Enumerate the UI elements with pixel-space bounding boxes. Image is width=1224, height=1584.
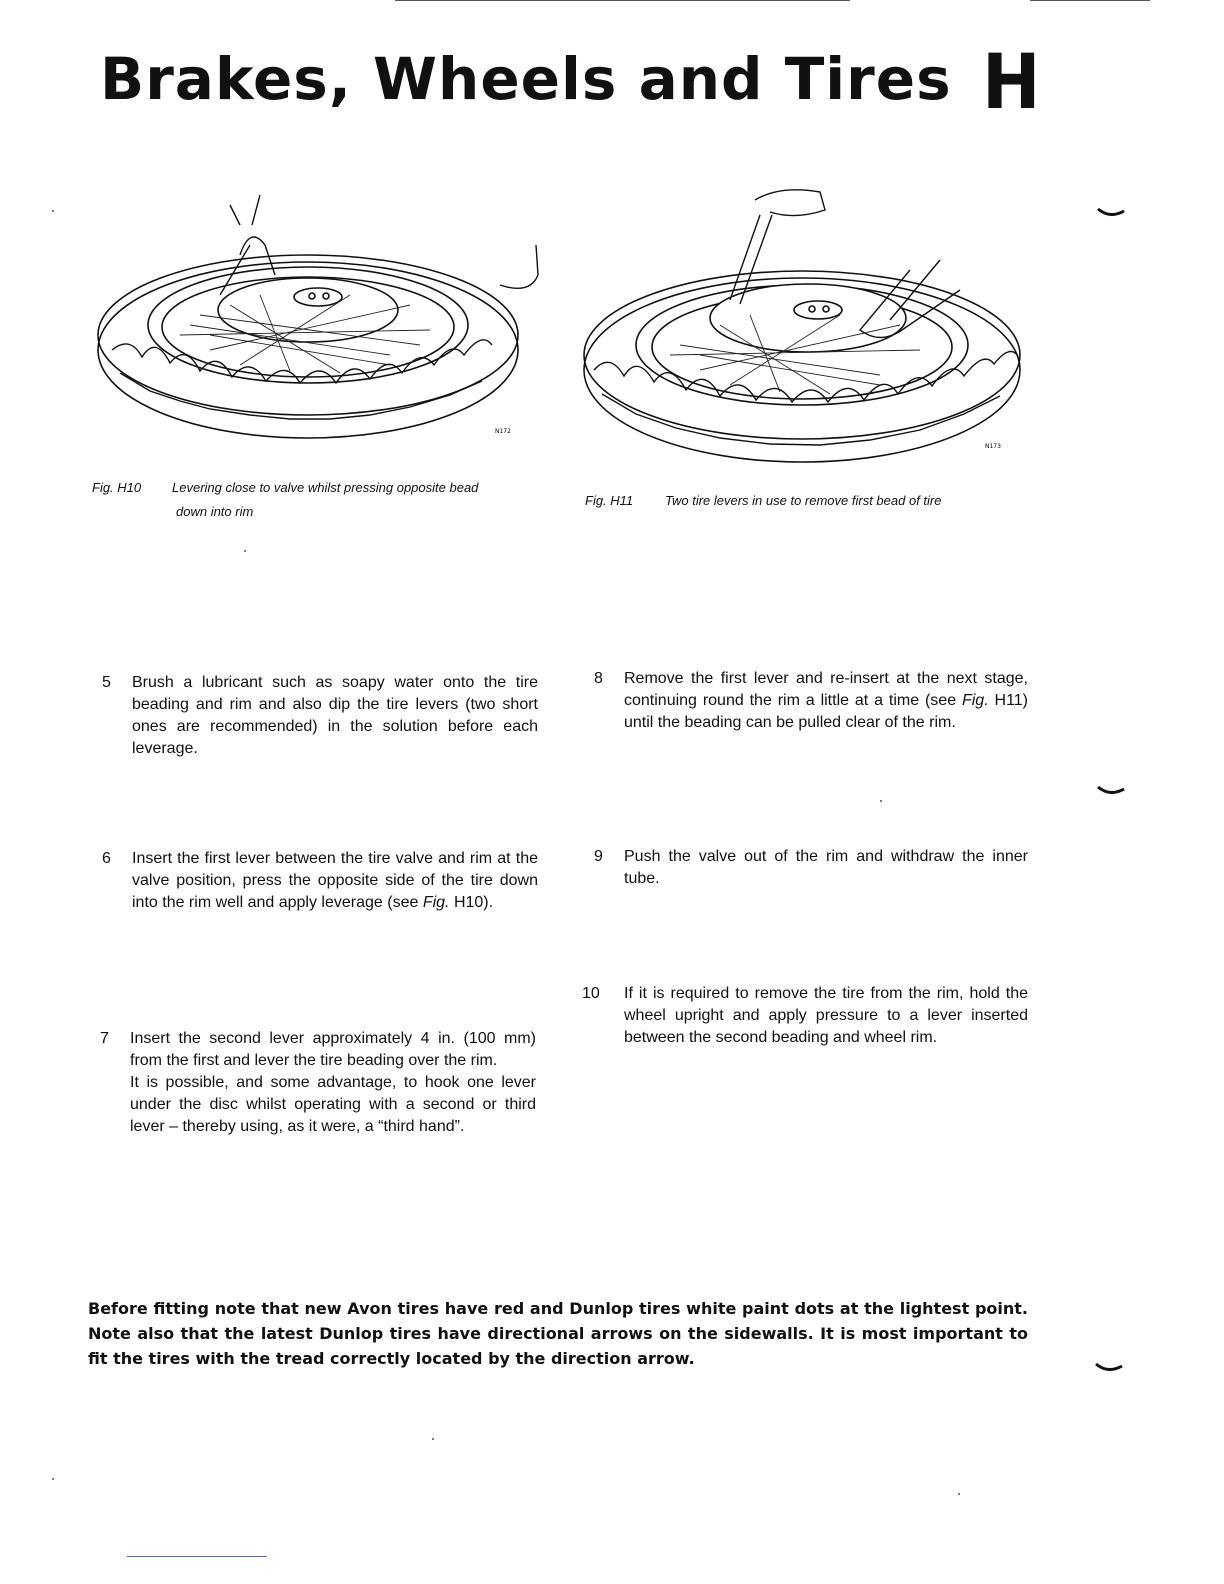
caption-text: Two tire levers in use to remove first bead of tire [665, 493, 942, 508]
section-letter: H [982, 37, 1041, 126]
caption-text: Levering close to valve whilst pressing opposite bead [172, 480, 479, 495]
step-number: 5 [102, 674, 111, 691]
step-text: If it is required to remove the tire from the rim, hold the wheel upright and apply pressure to a lever inserted between the second beading and wheel rim. [624, 985, 1028, 1046]
step-number: 9 [594, 848, 603, 865]
figure-ref-code: N173 [985, 443, 1001, 450]
step-number: 7 [100, 1030, 109, 1047]
figure-reference: Fig. [961, 692, 989, 709]
scan-speck [244, 550, 246, 552]
binder-hole-mark [1094, 1360, 1124, 1374]
important-note: Before fitting note that new Avon tires have red and Dunlop tires white paint dots at the lightest point. Note also that the latest Dunlop tires have directional arrows on the sidewalls. It is most important to fit the tires with the tread correctly located by the direction arrow. [88, 1299, 1028, 1368]
step-text: Push the valve out of the rim and withdraw the inner tube. [624, 848, 1028, 887]
step-text: Brush a lubricant such as soapy water onto the tire beading and rim and also dip the tire levers (two short ones are recommended) in the solution before each leverage. [132, 674, 538, 757]
scan-speck [52, 1478, 54, 1480]
tire-wheel-illustration-h10 [90, 185, 550, 455]
scan-speck [880, 800, 882, 802]
step-number: 6 [102, 850, 111, 867]
top-scan-rule [395, 0, 850, 1]
step-text: Remove the first lever and re-insert at the next stage, continuing round the rim a little at a time (see Fig. H11) until the beading can be pulled clear of the rim. [624, 670, 1029, 731]
figure-ref-code: N172 [495, 428, 511, 435]
tire-wheel-illustration-h11 [580, 180, 1040, 475]
figure-reference: Fig. [422, 894, 450, 911]
page-title: Brakes, Wheels and Tires [100, 45, 952, 113]
figure-h10 [90, 185, 550, 455]
caption-number: Fig. H10 [92, 480, 142, 495]
step-number: 10 [582, 985, 600, 1002]
top-scan-rule-right [1030, 0, 1150, 1]
caption-number: Fig. H11 [585, 493, 634, 508]
figure-h11 [580, 180, 1040, 475]
step-number: 8 [594, 670, 603, 687]
binder-hole-mark [1096, 205, 1126, 219]
caption-text-continued: down into rim [176, 504, 254, 519]
figure-caption-h11 [585, 489, 1025, 513]
scan-speck [52, 210, 54, 212]
scan-speck [432, 1438, 434, 1440]
step-text: Insert the second lever approximately 4 in. (100 mm) from the first and lever the tire beading over the rim. [130, 1030, 536, 1069]
bottom-scan-rule [127, 1556, 267, 1557]
binder-hole-mark [1096, 783, 1126, 797]
figure-caption-h10 [92, 476, 562, 524]
step-text-continued: It is possible, and some advantage, to hook one lever under the disc whilst operating with a second or third lever – thereby using, as it were, a “third hand”. [130, 1074, 536, 1135]
scan-speck [958, 1493, 960, 1495]
step-text: Insert the first lever between the tire valve and rim at the valve position, press the opposite side of the tire down into the rim well and apply leverage (see Fig. H10). [132, 850, 538, 911]
